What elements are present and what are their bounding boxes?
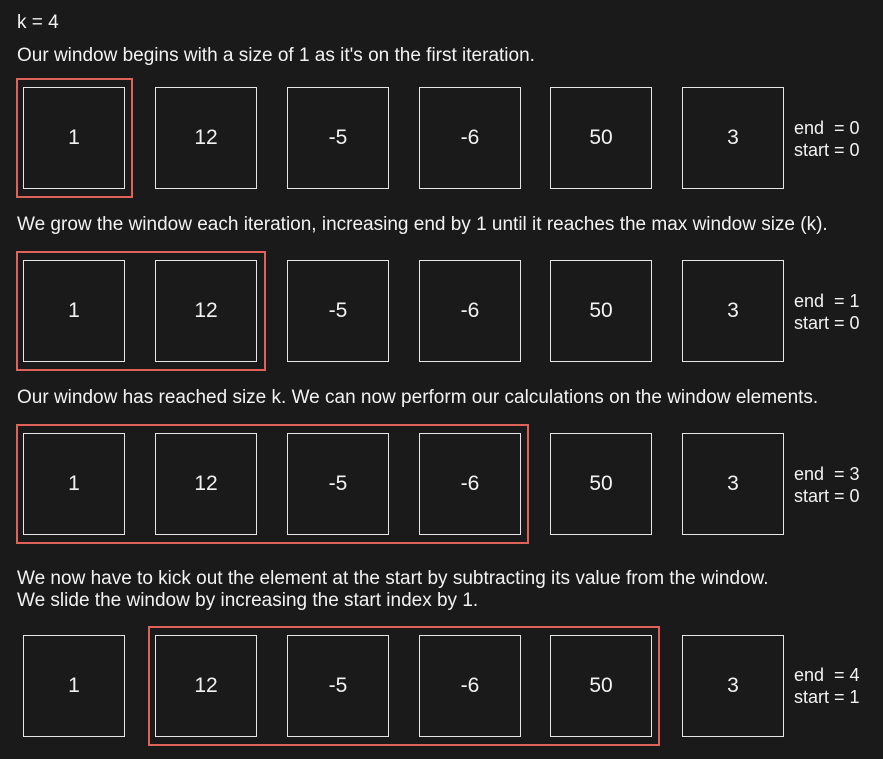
step2-cell-0: 1: [23, 260, 125, 362]
step2-end-label: end = 1: [794, 291, 860, 311]
step1-cell-0: 1: [23, 87, 125, 189]
step1-cell-3: -6: [419, 87, 521, 189]
step3-cell-4: 50: [550, 433, 652, 535]
step2-cell-5: 3: [682, 260, 784, 362]
step3-cell-2: -5: [287, 433, 389, 535]
step1-cell-2: -5: [287, 87, 389, 189]
step4-cell-0: 1: [23, 635, 125, 737]
step1-end-label: end = 0: [794, 118, 860, 138]
step4-cell-2: -5: [287, 635, 389, 737]
step2-cell-1: 12: [155, 260, 257, 362]
step3-cell-3: -6: [419, 433, 521, 535]
step4-end-label: end = 4: [794, 665, 860, 685]
step1-caption: Our window begins with a size of 1 as it's on the first iteration.: [17, 45, 535, 66]
step4-caption-line1: We now have to kick out the element at the start by subtracting its value from the window.: [17, 568, 769, 589]
step4-caption-line2: We slide the window by increasing the start index by 1.: [17, 590, 479, 611]
step2-cell-4: 50: [550, 260, 652, 362]
step1-start-label: start = 0: [794, 140, 860, 160]
step3-start-label: start = 0: [794, 486, 860, 506]
step4-cell-3: -6: [419, 635, 521, 737]
step4-cell-1: 12: [155, 635, 257, 737]
step3-caption: Our window has reached size k. We can now perform our calculations on the window elements.: [17, 387, 819, 408]
step2-cell-3: -6: [419, 260, 521, 362]
step4-start-label: start = 1: [794, 687, 860, 707]
step4-cell-5: 3: [682, 635, 784, 737]
step4-cell-4: 50: [550, 635, 652, 737]
step3-cell-1: 12: [155, 433, 257, 535]
step2-caption: We grow the window each iteration, increasing end by 1 until it reaches the max window size (k).: [17, 214, 828, 235]
step1-cell-4: 50: [550, 87, 652, 189]
step1-cell-1: 12: [155, 87, 257, 189]
step1-cell-5: 3: [682, 87, 784, 189]
step2-cell-2: -5: [287, 260, 389, 362]
step3-end-label: end = 3: [794, 464, 860, 484]
step3-cell-5: 3: [682, 433, 784, 535]
k-label: k = 4: [17, 12, 59, 33]
step2-start-label: start = 0: [794, 313, 860, 333]
step3-cell-0: 1: [23, 433, 125, 535]
